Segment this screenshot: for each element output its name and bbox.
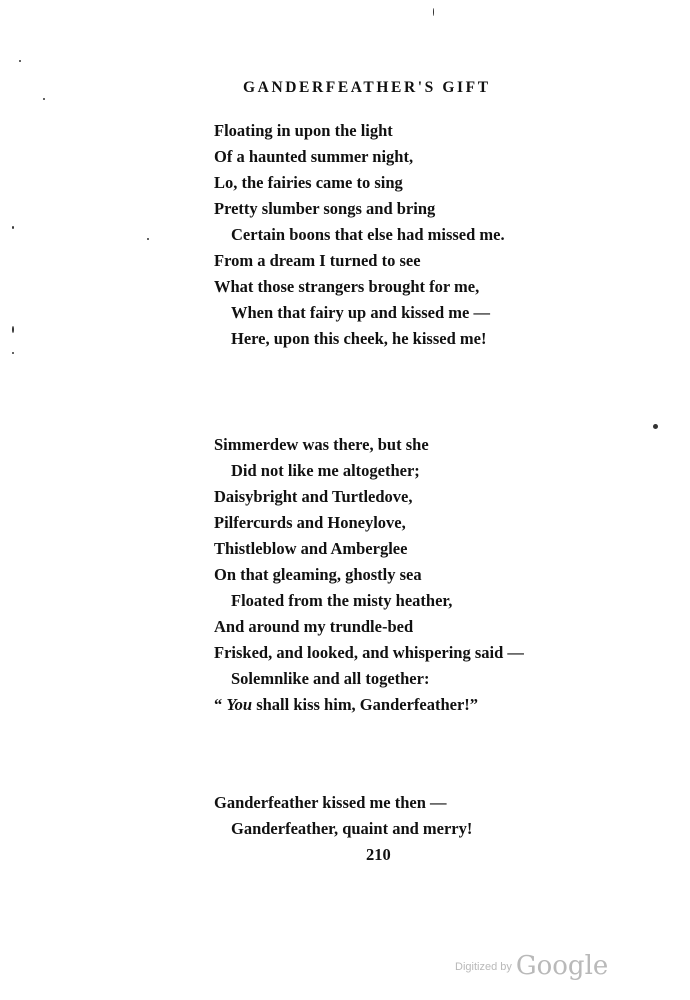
stanza-2: [214, 432, 524, 718]
poem-line: Pilfercurds and Honeylove,: [214, 513, 406, 532]
poem-line: Lo, the fairies came to sing: [214, 173, 403, 192]
poem-line: Ganderfeather, quaint and merry!: [231, 819, 473, 838]
quoted-line: [214, 692, 524, 718]
poem-line: Of a haunted summer night,: [214, 147, 414, 166]
poem-line: Did not like me altogether;: [231, 461, 420, 480]
poem-line: And around my trundle-bed: [214, 617, 414, 636]
quote-rest: shall kiss him, Ganderfeather!”: [252, 695, 479, 714]
ink-speck: [433, 8, 434, 16]
poem-line: Simmerdew was there, but she: [214, 435, 429, 454]
poem-line: Certain boons that else had missed me.: [231, 225, 505, 244]
stanza-1: [214, 118, 505, 352]
page-number: 210: [366, 845, 391, 864]
ink-speck: [12, 352, 14, 354]
poem-line: Floated from the misty heather,: [231, 591, 453, 610]
ink-speck: [19, 60, 21, 62]
ink-speck: [12, 326, 14, 333]
watermark-prefix: Digitized by: [455, 961, 512, 973]
running-head: GANDERFEATHER'S GIFT: [243, 79, 491, 96]
ink-speck: [43, 98, 45, 100]
poem-line: Thistleblow and Amberglee: [214, 539, 408, 558]
ink-speck: [12, 226, 14, 229]
ink-speck: [653, 424, 658, 429]
italic-word: You: [226, 695, 253, 714]
poem-line: On that gleaming, ghostly sea: [214, 565, 422, 584]
poem-line: Here, upon this cheek, he kissed me!: [231, 329, 487, 348]
poem-line: Pretty slumber songs and bring: [214, 199, 436, 218]
google-logo: Google: [515, 951, 609, 981]
poem-line: When that fairy up and kissed me —: [231, 303, 490, 322]
poem-line: Solemnlike and all together:: [231, 669, 430, 688]
open-quote: “: [214, 695, 223, 714]
poem-line: What those strangers brought for me,: [214, 277, 480, 296]
poem-line: Floating in upon the light: [214, 121, 393, 140]
poem-line: From a dream I turned to see: [214, 251, 421, 270]
digitized-watermark: [455, 951, 608, 981]
ink-speck: [147, 238, 149, 240]
poem-line: Frisked, and looked, and whispering said —: [214, 643, 524, 662]
stanza-3: [214, 790, 472, 842]
poem-line: Ganderfeather kissed me then —: [214, 793, 447, 812]
poem-line: Daisybright and Turtledove,: [214, 487, 413, 506]
